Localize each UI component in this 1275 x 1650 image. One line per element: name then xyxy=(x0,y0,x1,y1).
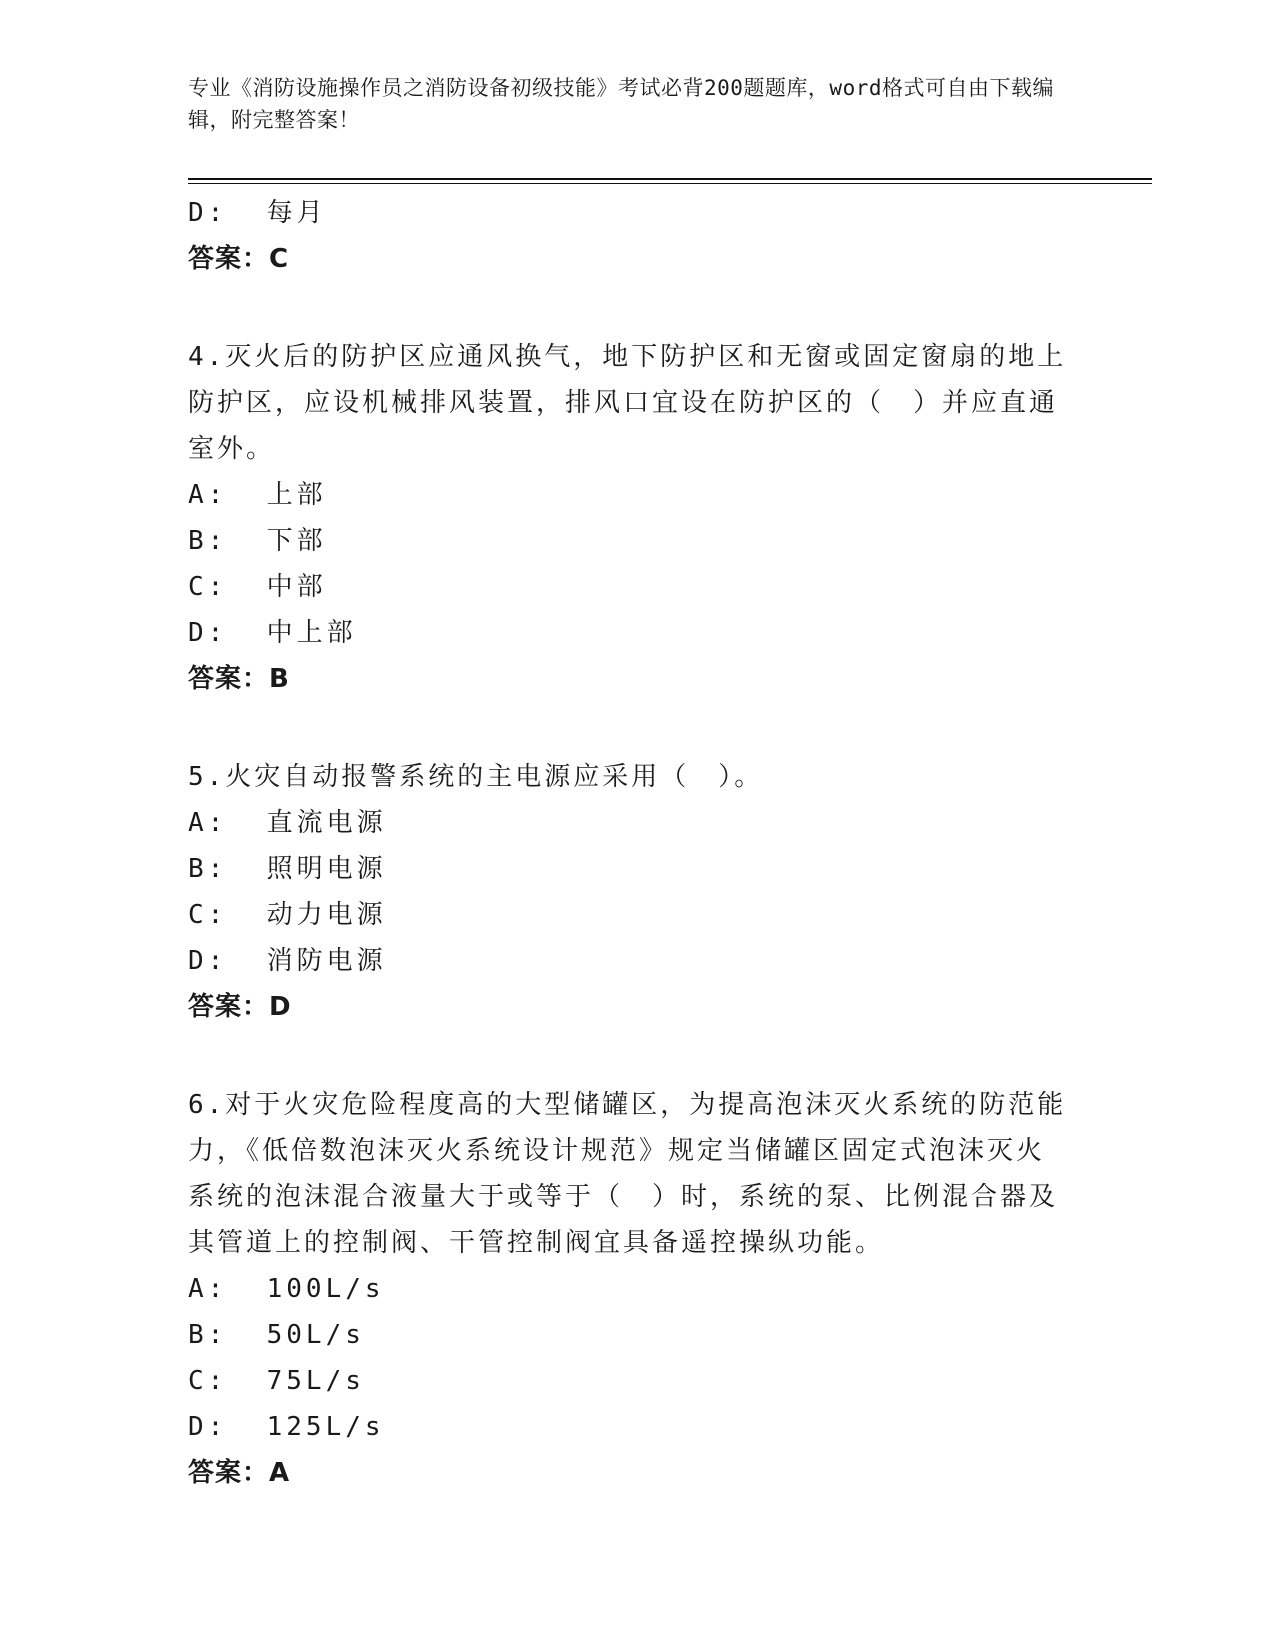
option-c: C: 中部 xyxy=(188,572,327,602)
option-c: C: 75L/s xyxy=(188,1366,365,1396)
option-b: B: 照明电源 xyxy=(188,854,387,884)
document-body xyxy=(188,190,1068,1496)
question-stem: 5.火灾自动报警系统的主电源应采用（ ）。 xyxy=(188,762,764,792)
option-a: A: 100L/s xyxy=(188,1274,385,1304)
option-d: D: 125L/s xyxy=(188,1412,385,1442)
header-rule-thick xyxy=(188,178,1152,180)
question-stem: 4.灭火后的防护区应通风换气，地下防护区和无窗或固定窗扇的地上防护区，应设机械排风装置，排风口宜设在防护区的（ ）并应直通室外。 xyxy=(188,342,1067,464)
document-header: 专业《消防设施操作员之消防设备初级技能》考试必背200题题库，word格式可自由下载编辑，附完整答案！ xyxy=(188,76,1054,132)
header-rule-thin xyxy=(188,183,1152,184)
question-4 xyxy=(188,334,1068,702)
option-b: B: 50L/s xyxy=(188,1320,365,1350)
option-d: D: 中上部 xyxy=(188,618,357,648)
option-a: A: 上部 xyxy=(188,480,327,510)
question-5 xyxy=(188,754,1068,1030)
option-a: A: 直流电源 xyxy=(188,808,387,838)
option-c: C: 动力电源 xyxy=(188,900,387,930)
option-b: B: 下部 xyxy=(188,526,327,556)
answer-partial: 答案：C xyxy=(188,244,290,274)
question-6 xyxy=(188,1082,1068,1496)
answer: 答案：D xyxy=(188,992,292,1022)
question-stem: 6.对于火灾危险程度高的大型储罐区，为提高泡沫灭火系统的防范能力，《低倍数泡沫灭火系统设计规范》规定当储罐区固定式泡沫灭火系统的泡沫混合液量大于或等于（ ）时，系统的泵、比例混合器及其管道上的控制阀、干管控制阀宜具备遥控操纵功能。 xyxy=(188,1090,1067,1258)
option-d-partial: D: 每月 xyxy=(188,198,327,228)
answer: 答案：B xyxy=(188,664,290,694)
option-d: D: 消防电源 xyxy=(188,946,387,976)
answer: 答案：A xyxy=(188,1458,291,1488)
